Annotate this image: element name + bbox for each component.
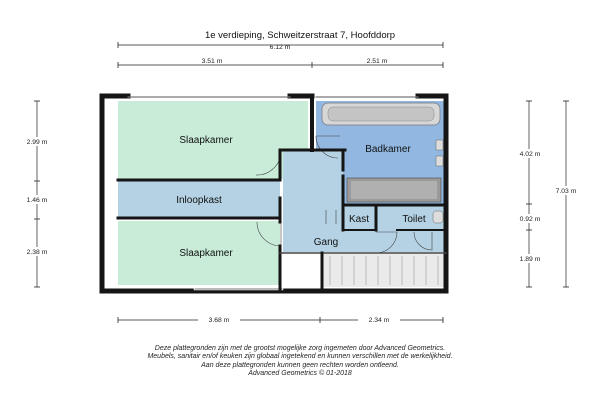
dim-left-bottom: 2.38 m [26, 249, 48, 256]
left-dimensions [18, 101, 56, 287]
toilet-icon [433, 211, 443, 223]
label-toilet: Toilet [402, 214, 426, 225]
dim-top-total: 6.12 m [269, 44, 291, 51]
dim-right-total: 7.03 m [555, 188, 577, 195]
sink-icon [436, 140, 443, 150]
dim-right-mid: 0.92 m [519, 216, 541, 223]
plan-title: 1e verdieping, Schweitzerstraat 7, Hoofddorp [204, 30, 396, 41]
bottom-dimensions [118, 315, 443, 324]
label-slaapkamer-top: Slaapkamer [179, 135, 233, 146]
dim-bottom-left: 3.68 m [208, 317, 230, 324]
room-gang-lower [283, 230, 444, 252]
sink-icon-2 [436, 156, 443, 166]
disclaimer-line-3: Aan deze plattegronden kunnen geen rechten worden ontleend. [201, 361, 399, 369]
dim-top-right: 2.51 m [366, 58, 388, 65]
label-slaapkamer-bottom: Slaapkamer [179, 248, 233, 259]
disclaimer [0, 345, 600, 379]
disclaimer-copyright: Advanced Geometrics © 01-2018 [248, 370, 352, 378]
dim-left-top: 2.99 m [26, 139, 48, 146]
disclaimer-line-2: Meubels, sanitair en/of keuken zijn globaal ingetekend en kunnen verschillen met de werkelijkheid. [147, 353, 453, 361]
label-badkamer: Badkamer [365, 144, 411, 155]
label-gang: Gang [313, 237, 339, 248]
label-inloopkast: Inloopkast [176, 195, 222, 206]
label-kast: Kast [348, 214, 370, 225]
dim-top-left: 3.51 m [201, 58, 223, 65]
right-dimensions [511, 101, 585, 287]
top-dimensions [118, 42, 443, 68]
dim-left-mid: 1.46 m [26, 197, 48, 204]
dim-bottom-right: 2.34 m [368, 317, 390, 324]
dim-right-bottom: 1.89 m [519, 256, 541, 263]
disclaimer-line-1: Deze plattegronden zijn met de grootst mogelijke zorg ingemeten door Advanced Geometrics. [154, 345, 446, 352]
dim-right-top: 4.02 m [519, 151, 541, 158]
